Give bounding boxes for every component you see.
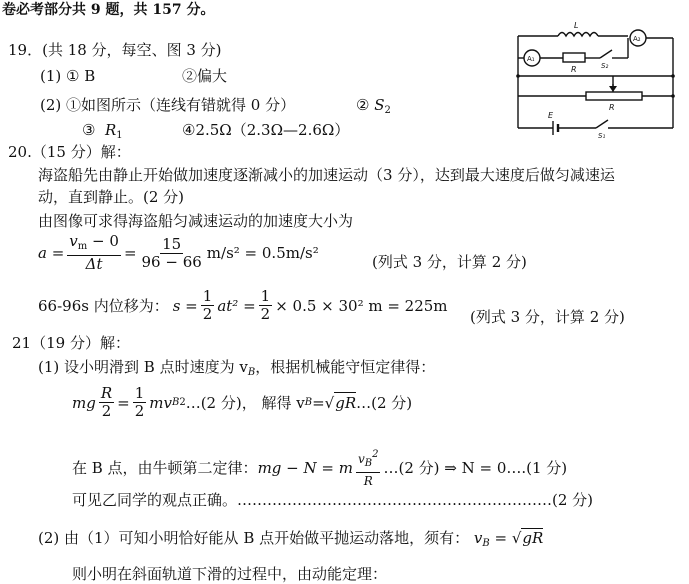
q19-part3-answer: ③ $R_1$ [82,121,123,141]
q20-line1: 海盗船先由静止开始做加速度逐渐减小的加速运动（3 分），达到最大速度后做匀减速运 [38,166,615,184]
label-r: R [571,65,577,74]
q21-conclusion: 可见乙同学的观点正确。………………………………………………………(2 分) [72,491,594,509]
inductor-coil [558,33,598,37]
q19-part2-answer1: (2) ①如图所示（连线有错就得 0 分） [40,96,296,114]
q21-energy-equation: mg $\frac{R}{2}$ = $\frac{1}{2}$ mv B 2 …(2 分)， 解得 v B = √ gR …(2 分) [72,384,413,420]
label-s1: S₁ [598,132,606,138]
fraction-vm-dt: $\frac{v_m - 0}{\Delta t}$ [69,232,119,273]
q19-part4-answer: ④2.5Ω（2.3Ω—2.6Ω） [182,121,350,139]
q19-part1-answer2: ②偏大 [182,67,228,85]
rheostat [586,92,642,100]
q21-part2-text: (2) 由（1）可知小明恰好能从 B 点开始做平抛运动落地，须有： $v_B = √gR$ [38,529,544,549]
label-r-rheostat: R [609,103,615,112]
label-a1: A₁ [527,55,535,63]
circuit-diagram [508,18,680,138]
resistor-r [563,53,585,62]
q19-part1-answer1: (1) ① B [40,67,96,85]
label-l: L [574,21,579,30]
q21-newton-equation: 在 B 点，由牛顿第二定律： mg − N = m $\frac{v_B^2}{R}$ …(2 分) ⇒ N = 0….(1 分) [72,446,567,490]
q20-line3: 由图像可求得海盗船匀减速运动的加速度大小为 [38,212,354,230]
q20-displacement-score: (列式 3 分，计算 2 分) [470,308,625,326]
q21-part3-text: 则小明在斜面轨道下滑的过程中，由动能定理： [72,565,388,583]
q21-title: 21（19 分）解： [12,334,130,352]
switch-s2 [600,50,612,58]
q20-title: 20.（15 分）解： [8,143,131,161]
label-s2: S₂ [601,62,609,70]
q19-part2-answer2: ② $S_2$ [356,96,391,116]
q20-displacement-equation: 66-96s 内位移为： s = $\frac{1}{2}$ at² = $\frac{1}{2}$ × 0.5 × 30² m = 225m [38,287,448,323]
section-header: 卷必考部分共 9 题，共 157 分。 [2,2,215,18]
q20-acceleration-score: (列式 3 分，计算 2 分) [372,253,527,271]
q19-title: 19．(共 18 分，每空、图 3 分) [8,41,222,59]
fraction-15-30: $\frac{15}{96 - 66}$ [141,234,202,271]
q21-part1-text: (1) 设小明滑到 B 点时速度为 $v_B$，根据机械能守恒定律得： [38,358,436,378]
label-a2: A₂ [633,35,641,43]
label-e: E [548,111,554,120]
rheostat-slider-arrow [609,86,617,92]
q20-line2: 动，直到静止。(2 分) [38,188,185,206]
switch-s1 [596,120,608,128]
q20-acceleration-equation: a = $\frac{v_m - 0}{\Delta t}$ = $\frac{15}{96 - 66}$ m/s² = 0.5m/s² [38,232,319,273]
